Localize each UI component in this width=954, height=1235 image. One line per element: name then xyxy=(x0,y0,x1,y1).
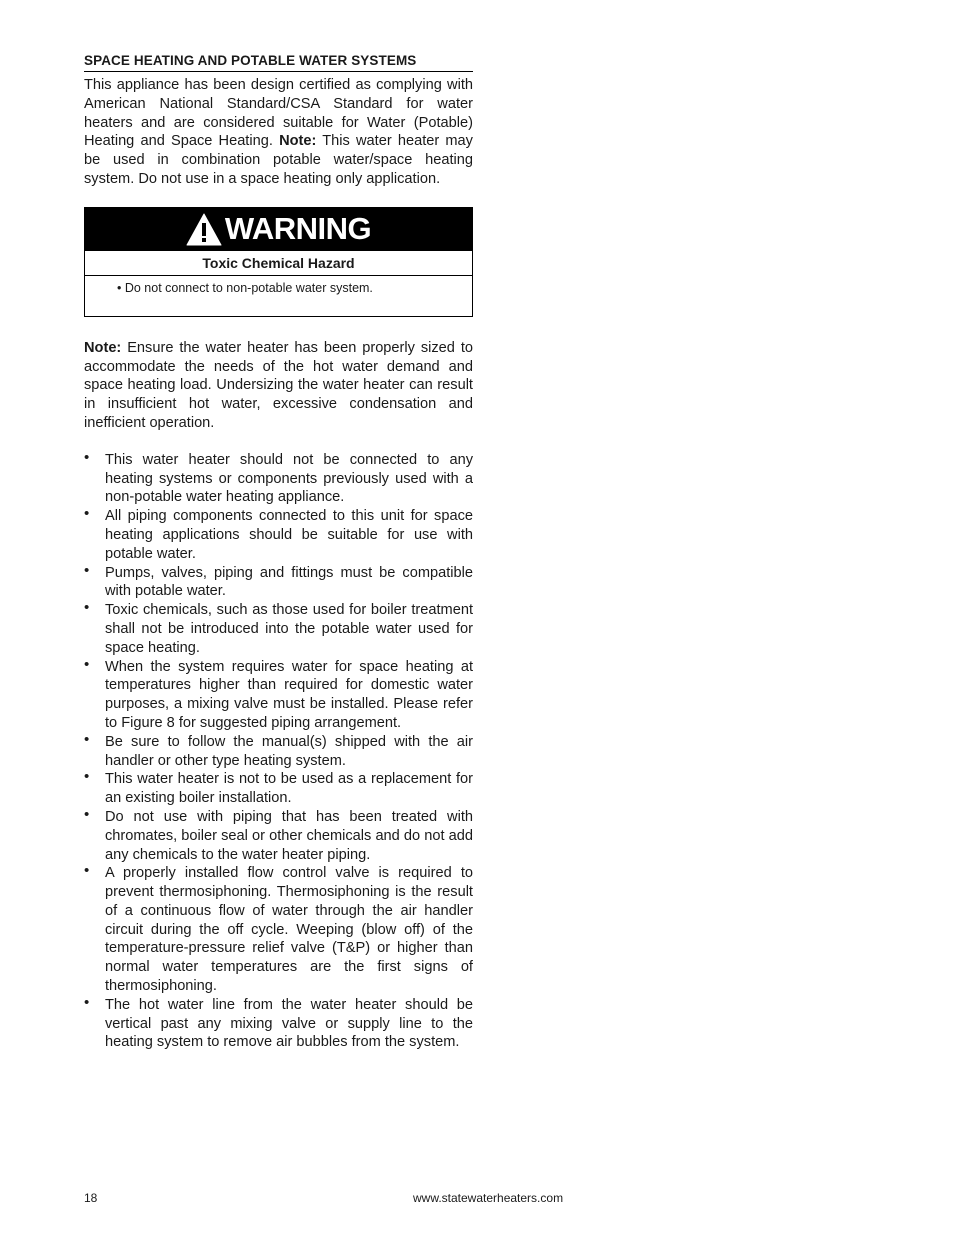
list-item-text: When the system requires water for space heating at temperatures higher than required for domestic water purposes, a mixing valve must be installed. Please refer to Figure 8 for suggested piping arrangement. xyxy=(105,658,473,731)
footer-url: www.statewaterheaters.com xyxy=(413,1191,564,1205)
list-item: • This water heater should not be connected to any heating systems or components previously used with a non-potable water heating appliance. xyxy=(84,448,473,506)
list-item: • Toxic chemicals, such as those used for boiler treatment shall not be introduced into the potable water used for space heating. xyxy=(84,599,473,656)
list-item-text: The hot water line from the water heater should be vertical past any mixing valve or supply line to the heating system to remove air bubbles from the system. xyxy=(105,996,473,1051)
note-label: Note: xyxy=(84,339,122,356)
warning-header xyxy=(85,208,472,251)
list-item-text: This water heater is not to be used as a replacement for an existing boiler installation. xyxy=(105,771,473,807)
list-item: • When the system requires water for space heating at temperatures higher than required for domestic water purposes, a mixing valve must be installed. Please refer to Figure 8 for suggested piping arrangement. xyxy=(84,655,473,731)
section-heading: SPACE HEATING AND POTABLE WATER SYSTEMS xyxy=(84,53,473,72)
list-item: • Pumps, valves, piping and fittings must be compatible with potable water. xyxy=(84,561,473,600)
note-text: Ensure the water heater has been properly sized to accommodate the needs of the hot water demand and space heating load. Undersizing the water heater can result in insufficient hot water, excessive condensation and inefficient operation. xyxy=(84,339,473,431)
note-paragraph xyxy=(84,339,473,433)
intro-text-2: This water heater may be used in combination potable water/space heating system. Do not use in a space heating only application. xyxy=(84,133,473,187)
list-item-text: This water heater should not be connected to any heating systems or components previously used with a non-potable water heating appliance. xyxy=(105,451,473,506)
bullet-list xyxy=(84,448,473,1053)
warning-title: WARNING xyxy=(224,211,372,247)
list-item-text: All piping components connected to this unit for space heating applications should be suitable for use with potable water. xyxy=(105,508,473,562)
list-item: • Be sure to follow the manual(s) shipped with the air handler or other type heating system. xyxy=(84,730,473,769)
list-item-text: A properly installed flow control valve is required to prevent thermosiphoning. Thermosiphoning is the result of a continuous flow of water through the air handler circuit during the off cycle. Weeping (blow off) of the temperature-pressure relief valve (T&P) or higher than normal water temperatures are the first signs of thermosiphoning. xyxy=(105,865,473,995)
main-column xyxy=(84,52,473,1052)
list-item-text: Do not use with piping that has been treated with chromates, boiler seal or other chemicals and do not add any chemicals to the water heater piping. xyxy=(105,808,473,863)
list-item: • The hot water line from the water heater should be vertical past any mixing valve or supply line to the heating system to remove air bubbles from the system. xyxy=(84,993,473,1051)
warning-triangle-icon xyxy=(186,213,222,246)
list-item-text: Be sure to follow the manual(s) shipped with the air handler or other type heating system. xyxy=(105,733,473,769)
list-item: • All piping components connected to this unit for space heating applications should be suitable for use with potable water. xyxy=(84,505,473,562)
warning-box xyxy=(84,207,473,317)
list-item-text: Pumps, valves, piping and fittings must be compatible with potable water. xyxy=(105,564,473,600)
page-number: 18 xyxy=(84,1191,98,1205)
intro-text-1: This appliance has been design certified as complying with American National Standard/CSA Standard for water heaters and are considered suitable for Water (Potable) Heating and Space Heating. xyxy=(84,77,473,150)
list-item: • This water heater is not to be used as a replacement for an existing boiler installation. xyxy=(84,768,473,807)
list-item-text: Toxic chemicals, such as those used for boiler treatment shall not be introduced into the potable water used for space heating. xyxy=(105,602,473,656)
warning-item: • Do not connect to non-potable water system. xyxy=(117,280,373,295)
warning-subtitle: Toxic Chemical Hazard xyxy=(85,251,472,276)
list-item: • A properly installed flow control valve is required to prevent thermosiphoning. Thermosiphoning is the result of a continuous flow of water through the air handler circuit during the off cycle. Weeping (blow off) of the temperature-pressure relief valve (T&P) or higher than normal water temperatures are the first signs of thermosiphoning. xyxy=(84,862,473,995)
intro-paragraph xyxy=(84,76,473,189)
intro-note-label: Note: xyxy=(279,133,317,150)
list-item: • Do not use with piping that has been treated with chromates, boiler seal or other chemicals and do not add any chemicals to the water heater piping. xyxy=(84,805,473,863)
